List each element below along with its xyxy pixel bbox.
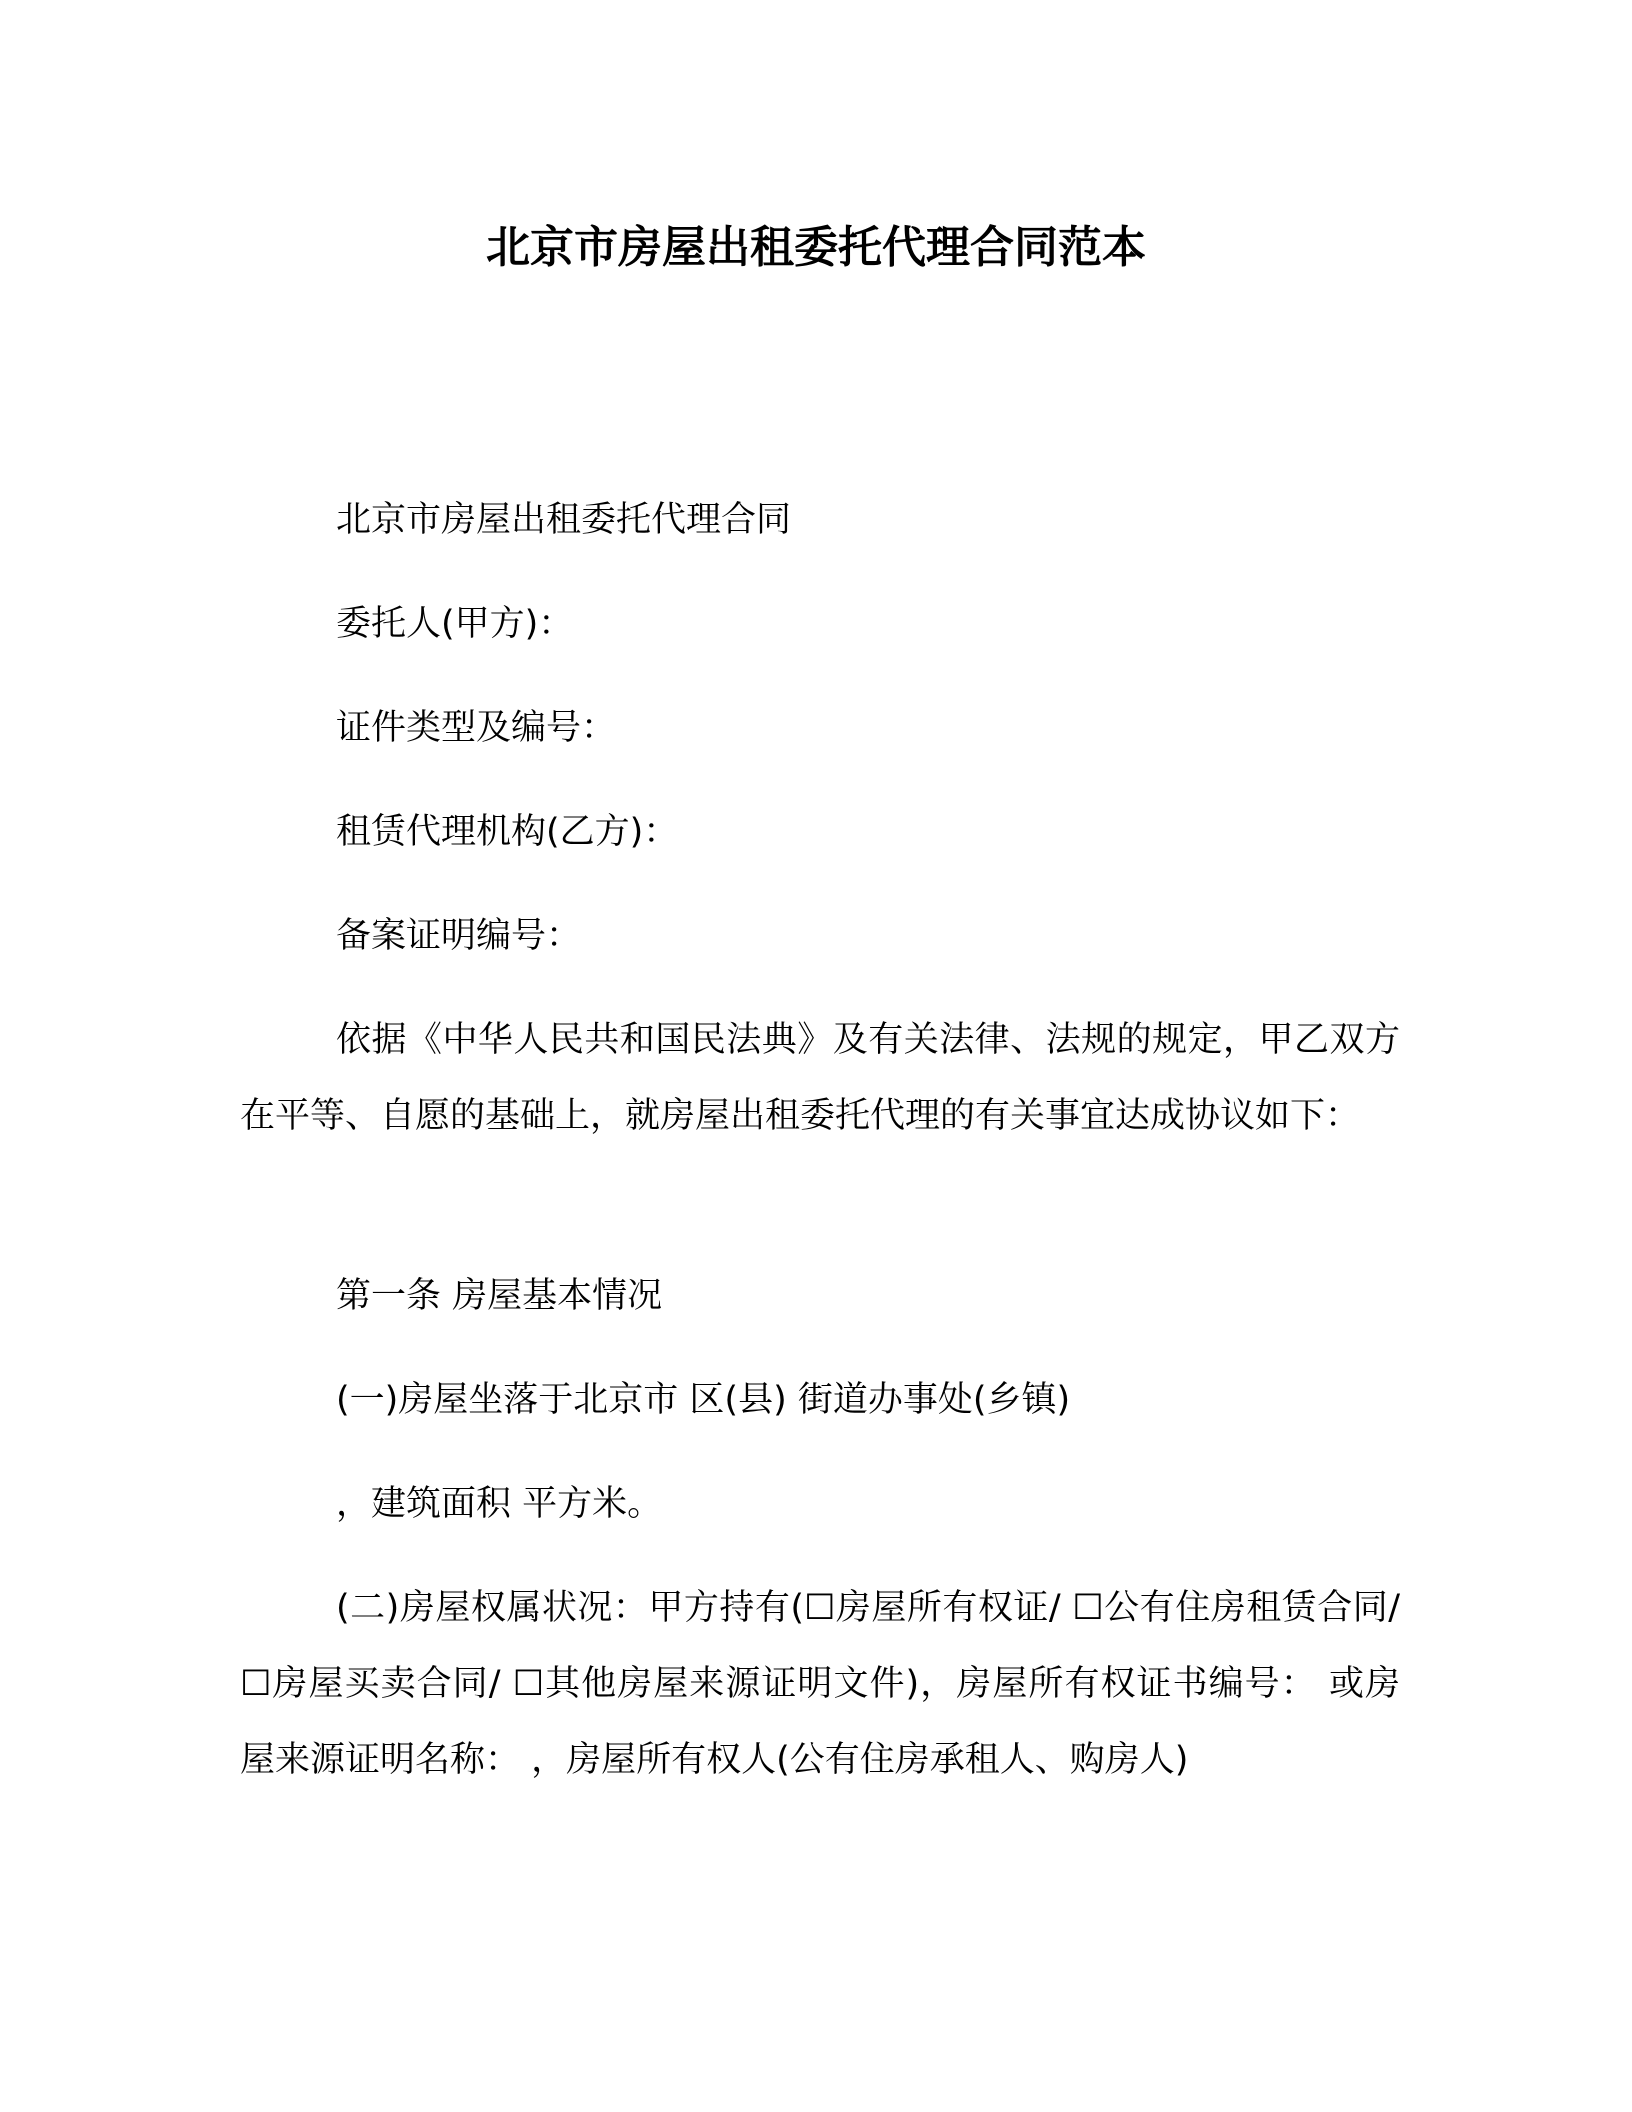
document-title: 北京市房屋出租委托代理合同范本 bbox=[486, 222, 1146, 273]
preamble-paragraph: 依据《中华人民共和国民法典》及有关法律、法规的规定，甲乙双方在平等、自愿的基础上，就房屋出租委托代理的有关事宜达成协议如下： bbox=[240, 1020, 1400, 1136]
agency-field-label: 租赁代理机构(乙方)： bbox=[336, 812, 679, 852]
article-1-item-1-line-1: (一)房屋坐落于北京市 区(县) 街道办事处(乡镇) bbox=[336, 1380, 1071, 1420]
article-1-item-2-paragraph: (二)房屋权属状况：甲方持有(☐房屋所有权证/ ☐公有住房租赁合同/ ☐房屋买卖合同/ ☐其他房屋来源证明文件)，房屋所有权证书编号： 或房屋来源证明名称： ，房屋所有权人(公有住房承租人、购房人) bbox=[240, 1588, 1400, 1780]
principal-field-label: 委托人(甲方)： bbox=[336, 604, 574, 644]
filing-number-field-label: 备案证明编号： bbox=[336, 916, 582, 956]
contract-subtitle: 北京市房屋出租委托代理合同 bbox=[336, 500, 792, 540]
article-1-item-1-line-2: ，建筑面积 平方米。 bbox=[336, 1484, 663, 1524]
id-type-number-field-label: 证件类型及编号： bbox=[336, 708, 617, 748]
article-1-heading: 第一条 房屋基本情况 bbox=[336, 1276, 663, 1316]
